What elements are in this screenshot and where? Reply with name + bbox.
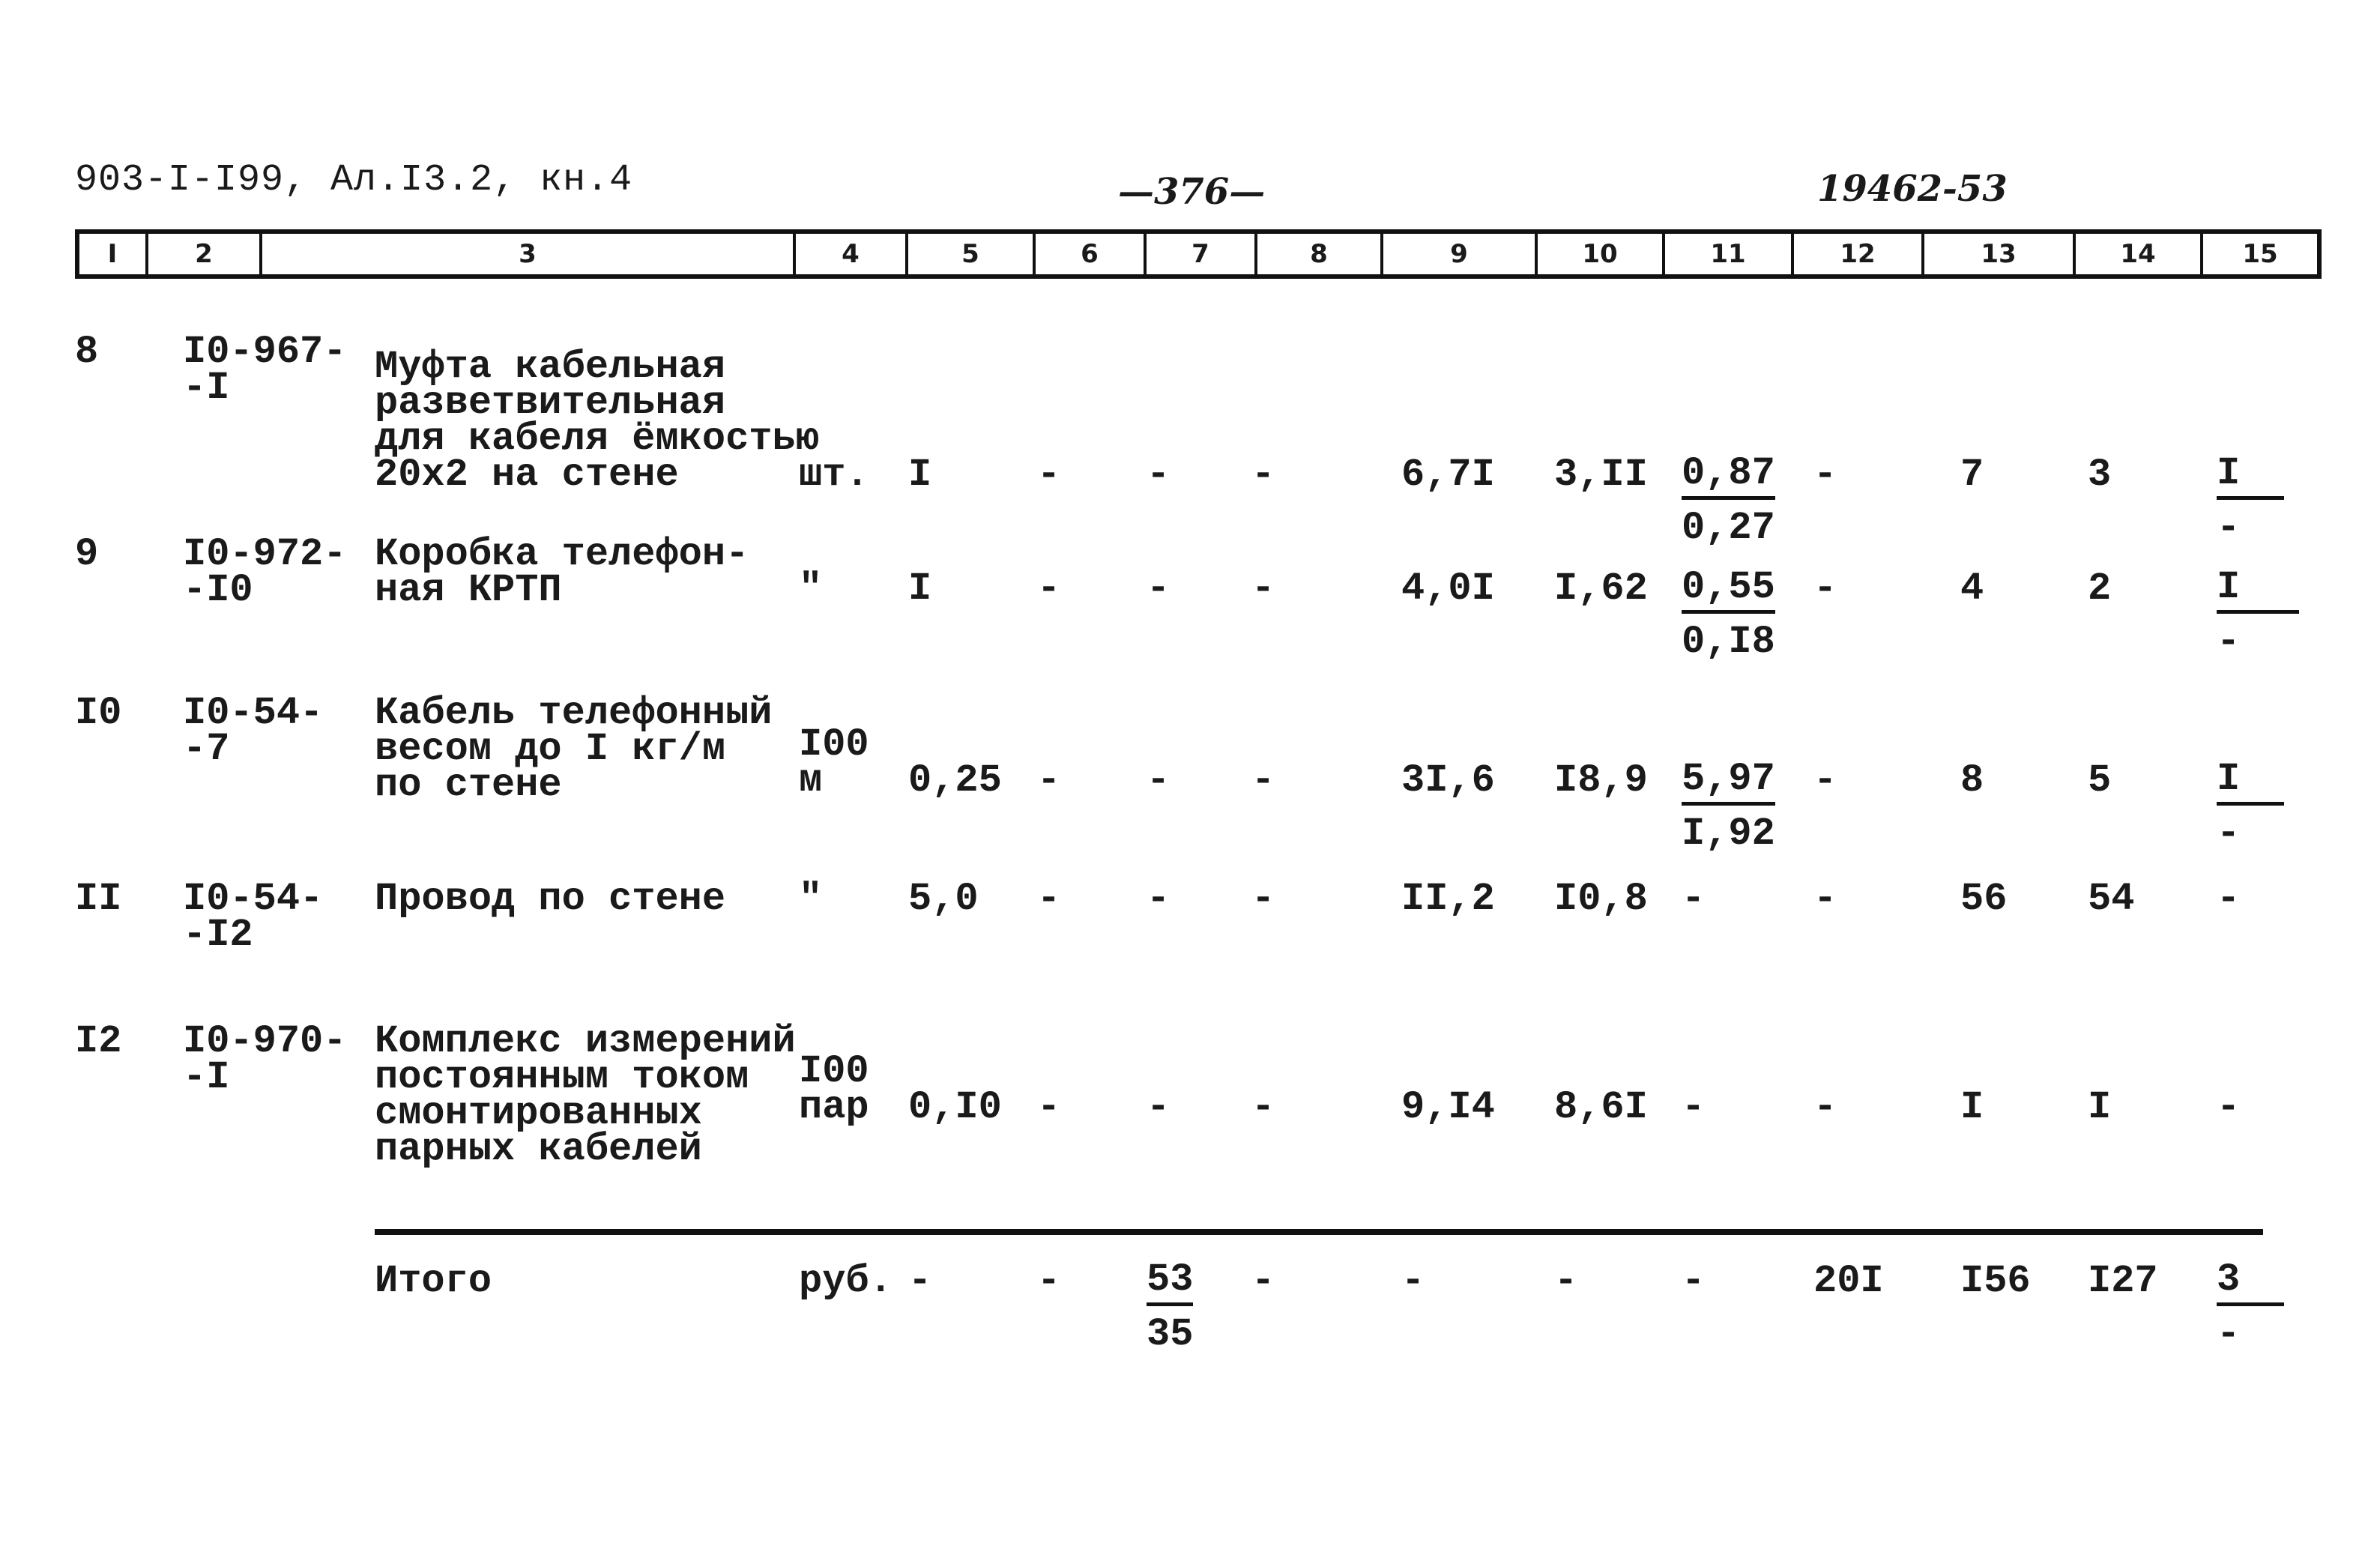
total-separator-line xyxy=(375,1229,2263,1235)
total-quantity: - xyxy=(908,1259,932,1303)
row-name: Коробка телефон- ная КРТП xyxy=(375,532,749,612)
cell-col14: 2 xyxy=(2088,567,2112,611)
stamp-number: 19462-53 xyxy=(1817,168,2008,210)
row-quantity: I xyxy=(908,453,932,497)
row-unit: шт. xyxy=(799,453,869,497)
fraction-numerator: 5,97 xyxy=(1682,758,1775,806)
fraction-numerator: I xyxy=(2217,567,2299,614)
column-number: 15 xyxy=(2242,239,2278,269)
cell-col6: - xyxy=(1037,758,1061,803)
cell-col10: I8,9 xyxy=(1554,758,1648,803)
cell-col15: - xyxy=(2217,1085,2241,1129)
fraction-denominator: - xyxy=(2217,1312,2241,1356)
row-unit: " xyxy=(799,877,823,921)
cell-col8: - xyxy=(1251,758,1275,803)
cell-col6: - xyxy=(1037,453,1061,497)
row-quantity: I xyxy=(908,567,932,611)
document-reference: 903-I-I99, Ал.I3.2, кн.4 xyxy=(75,159,633,202)
cell-col7: - xyxy=(1147,453,1171,497)
fraction-denominator: 35 xyxy=(1147,1312,1194,1356)
column-number: I xyxy=(79,234,148,274)
cell-col13: 8 xyxy=(1960,758,1984,803)
cell-col11-fraction xyxy=(1682,567,1775,663)
cell-col15-fraction xyxy=(2217,567,2299,663)
cell-col12: - xyxy=(1813,453,1837,497)
cell-col6: - xyxy=(1037,1085,1061,1129)
cell-col14: 54 xyxy=(2088,877,2135,921)
cell-col8: - xyxy=(1251,877,1275,921)
cell-col10: I,62 xyxy=(1554,567,1648,611)
cell-col15-fraction xyxy=(2217,453,2284,549)
cell-col6: - xyxy=(1037,567,1061,611)
cell-col6: - xyxy=(1037,877,1061,921)
cell-col13: 56 xyxy=(1960,877,2008,921)
row-quantity: 0,I0 xyxy=(908,1085,1002,1129)
total-col9: - xyxy=(1401,1259,1425,1303)
row-name: Муфта кабельная разветвительная для кабеля ёмкостью 20х2 на стене xyxy=(375,345,819,497)
row-number: 9 xyxy=(75,532,99,576)
fraction-numerator: I xyxy=(2217,453,2284,500)
column-number: 12 xyxy=(1794,234,1924,274)
cell-col8: - xyxy=(1251,567,1275,611)
fraction-denominator: I,92 xyxy=(1682,812,1775,856)
cell-col7: - xyxy=(1147,877,1171,921)
column-number: 7 xyxy=(1147,234,1257,274)
cell-col15: - xyxy=(2217,877,2241,921)
row-code: I0-970- -I xyxy=(183,1019,347,1099)
cell-col7: - xyxy=(1147,758,1171,803)
fraction-numerator: 0,55 xyxy=(1682,567,1775,614)
total-col8: - xyxy=(1251,1259,1275,1303)
cell-col7: - xyxy=(1147,1085,1171,1129)
row-number: 8 xyxy=(75,330,99,374)
column-number: 14 xyxy=(2076,234,2203,274)
row-name: Кабель телефонный весом до I кг/м по стене xyxy=(375,691,773,807)
row-number: II xyxy=(75,877,122,921)
fraction-denominator: 0,I8 xyxy=(1682,620,1775,664)
cell-col7: - xyxy=(1147,567,1171,611)
row-number: I0 xyxy=(75,691,122,735)
fraction-numerator: 0,87 xyxy=(1682,453,1775,500)
fraction-numerator: 53 xyxy=(1147,1259,1193,1306)
fraction-numerator: 3 xyxy=(2217,1259,2284,1306)
total-col6: - xyxy=(1037,1259,1061,1303)
cell-col9: 9,I4 xyxy=(1401,1085,1495,1129)
row-quantity: 0,25 xyxy=(908,758,1002,803)
cell-col12: - xyxy=(1813,567,1837,611)
cell-col11: - xyxy=(1682,877,1706,921)
cell-col8: - xyxy=(1251,1085,1275,1129)
page-number: —376— xyxy=(1118,171,1266,213)
cell-col12: - xyxy=(1813,877,1837,921)
row-unit: I00 пар xyxy=(799,1049,869,1129)
column-number: 13 xyxy=(1924,234,2076,274)
cell-col12: - xyxy=(1813,758,1837,803)
row-name: Провод по стене xyxy=(375,877,726,921)
fraction-denominator: - xyxy=(2217,812,2241,856)
cell-col9: II,2 xyxy=(1401,877,1495,921)
cell-col11-fraction xyxy=(1682,758,1775,855)
cell-col9: 6,7I xyxy=(1401,453,1495,497)
cell-col13: I xyxy=(1960,1085,1984,1129)
row-unit: I00 м xyxy=(799,722,869,803)
fraction-denominator: 0,27 xyxy=(1682,506,1775,550)
total-col10: - xyxy=(1554,1259,1578,1303)
cell-col13: 7 xyxy=(1960,453,1984,497)
total-col15-fraction xyxy=(2217,1259,2284,1356)
column-number: 8 xyxy=(1257,234,1383,274)
cell-col14: 5 xyxy=(2088,758,2112,803)
cell-col11: - xyxy=(1682,1085,1706,1129)
row-code: I0-54- -I2 xyxy=(183,877,324,957)
total-col7-fraction xyxy=(1147,1259,1193,1356)
cell-col10: I0,8 xyxy=(1554,877,1648,921)
row-quantity: 5,0 xyxy=(908,877,979,921)
total-col11: - xyxy=(1682,1259,1706,1303)
column-number: 6 xyxy=(1036,234,1147,274)
column-number: 10 xyxy=(1538,234,1665,274)
column-number: 11 xyxy=(1665,234,1794,274)
cell-col10: 8,6I xyxy=(1554,1085,1648,1129)
cell-col9: 4,0I xyxy=(1401,567,1495,611)
fraction-numerator: I xyxy=(2217,758,2284,806)
cell-col15-fraction xyxy=(2217,758,2284,855)
column-number: 5 xyxy=(908,234,1036,274)
column-number-header xyxy=(75,229,2322,279)
row-code: I0-972- -I0 xyxy=(183,532,347,612)
cell-col9: 3I,6 xyxy=(1401,758,1495,803)
column-number: 9 xyxy=(1383,234,1538,274)
cell-col10: 3,II xyxy=(1554,453,1648,497)
row-unit: " xyxy=(799,567,823,611)
total-label: Итого xyxy=(375,1259,492,1303)
column-number: 2 xyxy=(148,234,262,274)
row-code: I0-967- -I xyxy=(183,330,347,410)
cell-col12: - xyxy=(1813,1085,1837,1129)
cell-col13: 4 xyxy=(1960,567,1984,611)
row-code: I0-54- -7 xyxy=(183,691,324,771)
row-number: I2 xyxy=(75,1019,122,1063)
total-col12: 20I xyxy=(1813,1259,1884,1303)
cell-col8: - xyxy=(1251,453,1275,497)
cell-col14: 3 xyxy=(2088,453,2112,497)
column-number: 4 xyxy=(796,234,908,274)
cell-col14: I xyxy=(2088,1085,2112,1129)
total-col13: I56 xyxy=(1960,1259,2031,1303)
fraction-denominator: - xyxy=(2217,620,2241,664)
total-unit: руб. xyxy=(799,1259,892,1303)
fraction-denominator: - xyxy=(2217,506,2241,550)
total-col14: I27 xyxy=(2088,1259,2158,1303)
column-number: 3 xyxy=(262,234,796,274)
row-name: Комплекс измерений постоянным током смонтированных парных кабелей xyxy=(375,1019,796,1171)
cell-col11-fraction xyxy=(1682,453,1775,549)
